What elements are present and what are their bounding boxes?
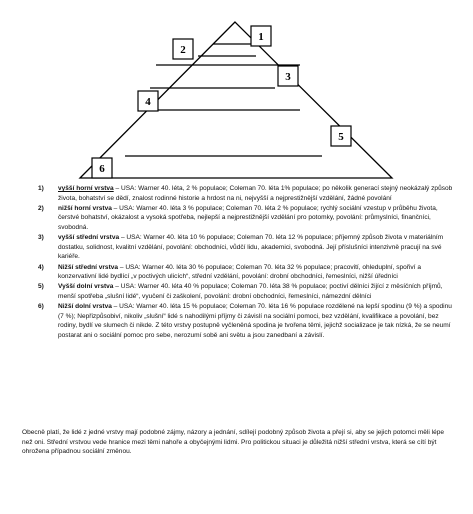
list-item: [38, 204, 458, 233]
list-number: 3): [38, 234, 44, 242]
label-3: 3: [285, 71, 291, 83]
stratum-term: Vyšší dolní vrstva: [58, 283, 114, 291]
stratum-description: – USA: Warner 40. léta 30 % populace; Coleman 70. léta 32 % populace; pracovití, ohleduplní, spořiví a konzervativní lidé bydlící „v poctivých ulicích“, střední vzdělání, povolání: drobní obchodníci, řemeslníci, nižší úředníci: [58, 263, 421, 281]
stratum-term: Nižší dolní vrstva: [58, 303, 112, 311]
stratum-description: – USA: Warner 40. léta 40 % populace; Coleman 70. léta 38 % populace; poctiví dělníci žijící z měsíčních příjmů, menší spotřeba „slušní lidé“, vyučení či zaškolení, povolání: drobní obchodníci, řemeslníci, námezdní dělníci: [58, 283, 443, 300]
stratum-description: – USA: Warner 40. léta 3 % populace; Coleman 70. léta 2 % populace; rychlý sociální vzestup v průběhu života, čerstvé bohatství, okázalost a vysoká spotřeba, nejlepší a nejprestižnější vzdělání pro potomky, povolání: průmyslníci, finančníci, svobodná.: [58, 204, 438, 231]
social-pyramid-diagram: [0, 0, 473, 184]
list-number: 6): [38, 303, 44, 311]
list-number: 4): [38, 263, 44, 271]
label-5: 5: [338, 131, 344, 143]
label-2: 2: [180, 44, 186, 56]
list-item: [38, 263, 458, 282]
stratum-description: – USA: Warner 40. léta 15 % populace; Coleman 70. léta 16 % populace rozdělené na lepší spodinu (9 %) a spodinu (7 %); Nepřizpůsobiví, nikoliv „slušní“ lidé s nahodilými příjmy či závislí na sociální pomoci, bez vzdělání, kvalifikace a povolání, bez rodiny, bydlí ve slumech či nikde. Z této vrstvy postupně vyčleněná spodina je tvořena těmi, jejichž socializace je tak nízká, že se neumí postarat ani o sociální pomoc pro sebe, nerozumí sobě ani světu a jsou zanedbaní a závislí.: [58, 303, 452, 339]
label-6: 6: [99, 163, 105, 175]
list-item: [38, 233, 458, 262]
label-1: 1: [258, 31, 264, 43]
pyramid-outline: [80, 22, 392, 178]
list-number: 1): [38, 185, 44, 192]
stratum-term: Nižší střední vrstva: [58, 263, 119, 271]
summary-paragraph: Obecně platí, že lidé z jedné vrstvy mají podobné zájmy, názory a jednání, sdílejí podobný způsob života a přejí si, aby se jejich potomci měli lépe než oni. Střední vrstvou vede hranice mezi těmi nahoře a obyčejnými lidmi. Pro politickou situaci je důležitá nižší střední vrstva, která se cítí být ohrožena případnou sociální změnou.: [22, 429, 445, 456]
list-number: 2): [38, 204, 44, 212]
list-item: [38, 302, 458, 340]
stratum-list: [38, 184, 458, 341]
list-item: [38, 184, 458, 203]
stratum-description: – USA: Warner 40. léta 10 % populace; Coleman 70. léta 12 % populace; příjemný způsob života v materiálním dostatku, solidnost, kvalitní vzdělání, povolání: obchodníci, vůdčí lidu, akademici, svobodná. Její příslušníci intenzivně pracují na své kariéře.: [58, 234, 444, 261]
list-item: [38, 282, 458, 301]
stratum-term: nižší horní vrstva: [58, 204, 112, 212]
stratum-term: vyšší horní vrstva: [58, 185, 114, 192]
stratum-term: vyšší střední vrstva: [58, 234, 120, 242]
label-4: 4: [145, 96, 151, 108]
list-number: 5): [38, 283, 44, 291]
stratum-description: – USA: Warner 40. léta, 2 % populace; Coleman 70. léta 1% populace; po několik generací stejný neokázalý způsob života, bohatství se dědí, znalost rodinné historie a hrdost na ni, nejvyšší a nejprestižnější vzdělání, žádné povolání: [58, 185, 453, 202]
